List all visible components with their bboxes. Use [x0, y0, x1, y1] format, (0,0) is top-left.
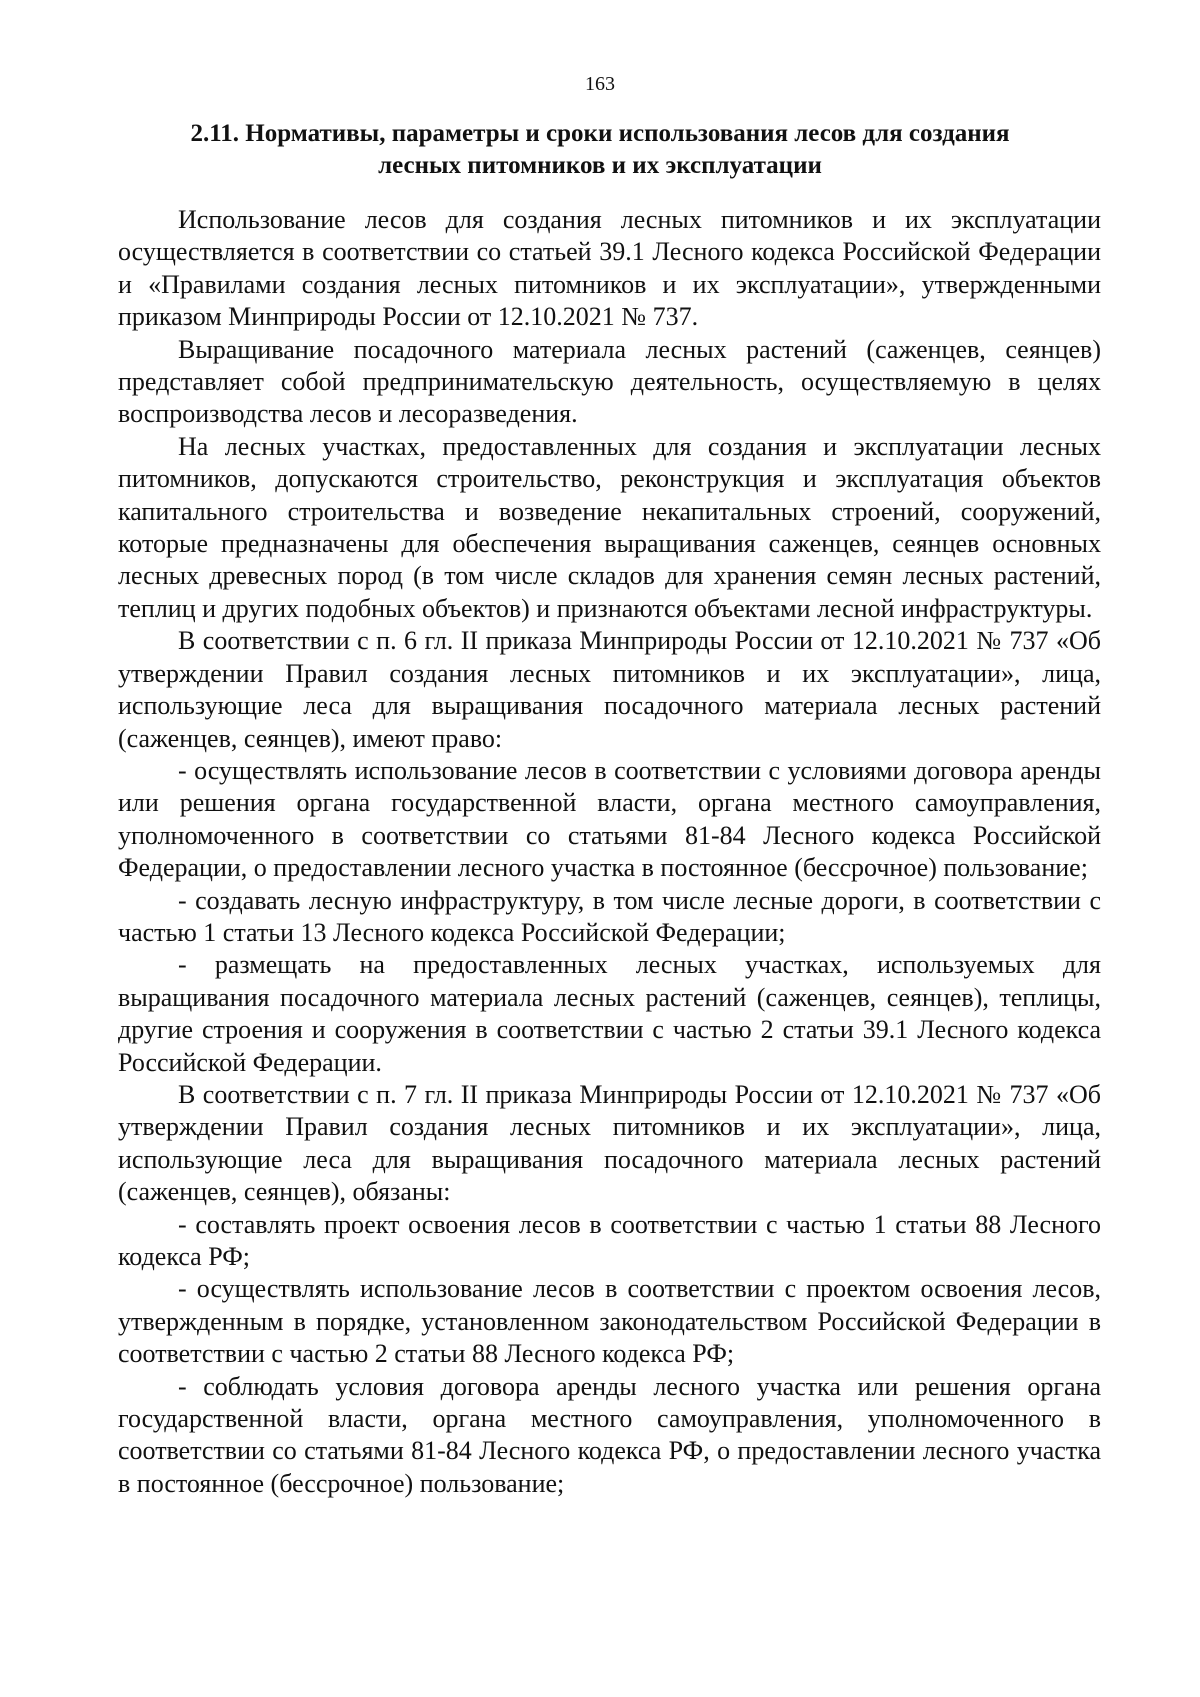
section-heading-line-1: 2.11. Нормативы, параметры и сроки использования лесов для создания: [190, 120, 1010, 147]
list-item-obligation-1: - составлять проект освоения лесов в соответствии с частью 1 статьи 88 Лесного кодекса РФ;: [118, 1209, 1101, 1271]
list-item-obligation-3: - соблюдать условия договора аренды лесного участка или решения органа государственной власти, органа местного самоуправления, уполномоченного в соответствии со статьями 81-84 Лесного кодекса РФ, о предоставлении лесного участка в постоянное (бессрочное) пользование;: [118, 1371, 1101, 1498]
paragraph-obligations-intro: В соответствии с п. 7 гл. II приказа Минприроды России от 12.10.2021 № 737 «Об утверждении Правил создания лесных питомников и их эксплуатации», лица, использующие леса для выращивания посадочного материала лесных растений (саженцев, сеянцев), обязаны:: [118, 1079, 1101, 1207]
list-item-right-1: - осуществлять использование лесов в соответствии с условиями договора аренды или решения органа государственной власти, органа местного самоуправления, уполномоченного в соответствии со статьями 81-84 Лесного кодекса Российской Федерации, о предоставлении лесного участка в постоянное (бессрочное) пользование;: [118, 755, 1101, 883]
section-heading: [120, 118, 1080, 182]
list-item-right-3: - размещать на предоставленных лесных участках, используемых для выращивания посадочного материала лесных растений (саженцев, сеянцев), теплицы, другие строения и сооружения в соответствии с частью 2 статьи 39.1 Лесного кодекса Российской Федерации.: [118, 950, 1101, 1077]
list-item-right-2: - создавать лесную инфраструктуру, в том числе лесные дороги, в соответствии с частью 1 статьи 13 Лесного кодекса Российской Федерации;: [118, 885, 1101, 947]
page-number: 163: [585, 73, 615, 95]
paragraph-planting-material: Выращивание посадочного материала лесных растений (саженцев, сеянцев) представляет собой предпринимательскую деятельность, осуществляемую в целях воспроизводства лесов и лесоразведения.: [118, 334, 1101, 429]
list-item-obligation-2: - осуществлять использование лесов в соответствии с проектом освоения лесов, утвержденным в порядке, установленном законодательством Российской Федерации в соответствии с частью 2 статьи 88 Лесного кодекса РФ;: [118, 1274, 1101, 1369]
paragraph-infrastructure: На лесных участках, предоставленных для создания и эксплуатации лесных питомников, допускаются строительство, реконструкция и эксплуатация объектов капитального строительства и возведение некапитальных строений, сооружений, которые предназначены для обеспечения выращивания саженцев, сеянцев основных лесных древесных пород (в том числе складов для хранения семян лесных растений, теплиц и других подобных объектов) и признаются объектами лесной инфраструктуры.: [118, 431, 1101, 623]
paragraph-rights-intro: В соответствии с п. 6 гл. II приказа Минприроды России от 12.10.2021 № 737 «Об утверждении Правил создания лесных питомников и их эксплуатации», лица, использующие леса для выращивания посадочного материала лесных растений (саженцев, сеянцев), имеют право:: [118, 626, 1101, 753]
section-heading-line-2: лесных питомников и их эксплуатации: [378, 152, 822, 179]
body-text: [118, 204, 1101, 1500]
paragraph-intro: Использование лесов для создания лесных питомников и их эксплуатации осуществляется в соответствии со статьей 39.1 Лесного кодекса Российской Федерации и «Правилами создания лесных питомников и их эксплуатации», утвержденными приказом Минприроды России от 12.10.2021 № 737.: [118, 205, 1101, 332]
